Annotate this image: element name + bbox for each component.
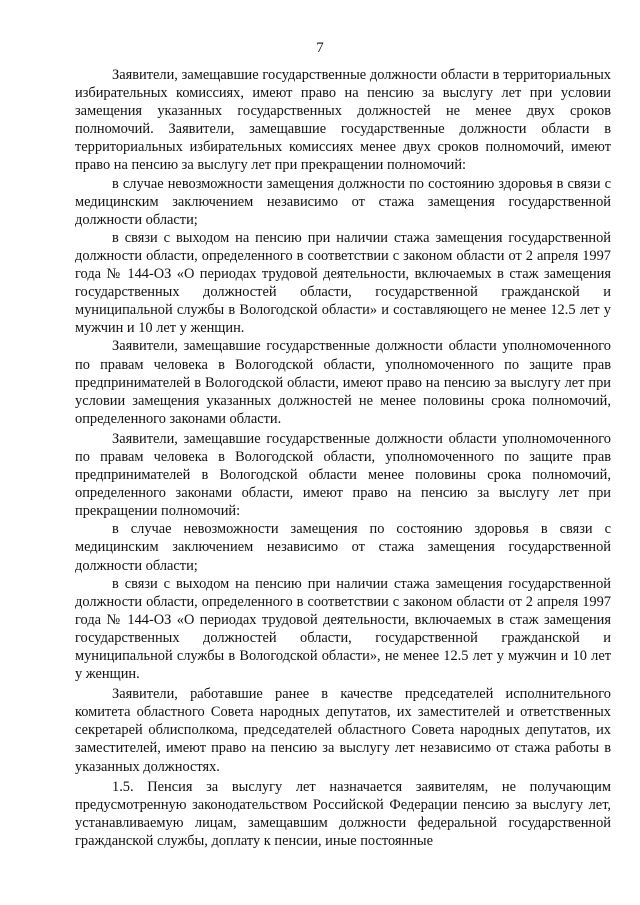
paragraph-section-1-5: 1.5. Пенсия за выслугу лет назначается заявителям, не получающим предусмотренную законодательством Российской Федерации пенсию за выслугу лет, устанавливаемую лицам, замещавшим должности федеральной государственной гражданской службы, доплату к пенсии, иные постоянные [75,778,611,849]
document-body [75,66,611,850]
paragraph-former-executives: Заявители, работавшие ранее в качестве председателей исполнительного комитета областного Совета народных депутатов, их заместителей и ответственных секретарей облисполкома, председателей областного Совета народных депутатов, их заместителей, имеют право на пенсию за выслугу лет независимо от стажа работы в указанных должностях. [75,686,611,775]
paragraph-tik-retirement-condition: в связи с выходом на пенсию при наличии стажа замещения государственной должности области, определенного в соответствии с законом области от 2 апреля 1997 года № 144-ОЗ «О периодах трудовой деятельности, включаемых в стаж замещения государственных должностей области, государственной гражданской и муниципальной службы в Вологодской области» и составляющего не менее 12.5 лет у мужчин и 10 лет у женщин. [75,229,611,337]
paragraph-ombudsman-health-condition: в случае невозможности замещения по состоянию здоровья в связи с медицинским заключением независимо от стажа замещения государственной должности области; [75,521,611,574]
paragraph-tik-eligibility: Заявители, замещавшие государственные должности области в территориальных избирательных комиссиях, имеют право на пенсию за выслугу лет при условии замещения указанных государственных должностей не менее двух сроков полномочий. Заявители, замещавшие государственные должности области в территориальных избирательных комиссиях менее двух сроков полномочий, имеют право на пенсию за выслугу лет при прекращении полномочий: [75,67,611,174]
page-number: 7 [316,40,324,56]
paragraph-tik-health-condition: в случае невозможности замещения должности по состоянию здоровья в связи с медицинским заключением независимо от стажа замещения государственной должности области; [75,175,611,228]
paragraph-ombudsman-eligibility: Заявители, замещавшие государственные должности области уполномоченного по правам человека в Вологодской области, уполномоченного по защите прав предпринимателей в Вологодской области, имеют право на пенсию за выслугу лет при условии замещения указанных должностей не менее половины срока полномочий, определенного законами области. [75,338,611,427]
paragraph-ombudsman-short-term: Заявители, замещавшие государственные должности области уполномоченного по правам человека в Вологодской области, уполномоченного по защите прав предпринимателей в Вологодской области менее половины срока полномочий, определенного законами области, имеют право на пенсию за выслугу лет при прекращении полномочий: [75,430,611,520]
paragraph-ombudsman-retirement-condition: в связи с выходом на пенсию при наличии стажа замещения государственной должности области, определенного в соответствии с законом области от 2 апреля 1997 года № 144-ОЗ «О периодах трудовой деятельности, включаемых в стаж замещения государственных должностей области, государственной гражданской и муниципальной службы в Вологодской области», не менее 12.5 лет у мужчин и 10 лет у женщин. [75,575,611,683]
